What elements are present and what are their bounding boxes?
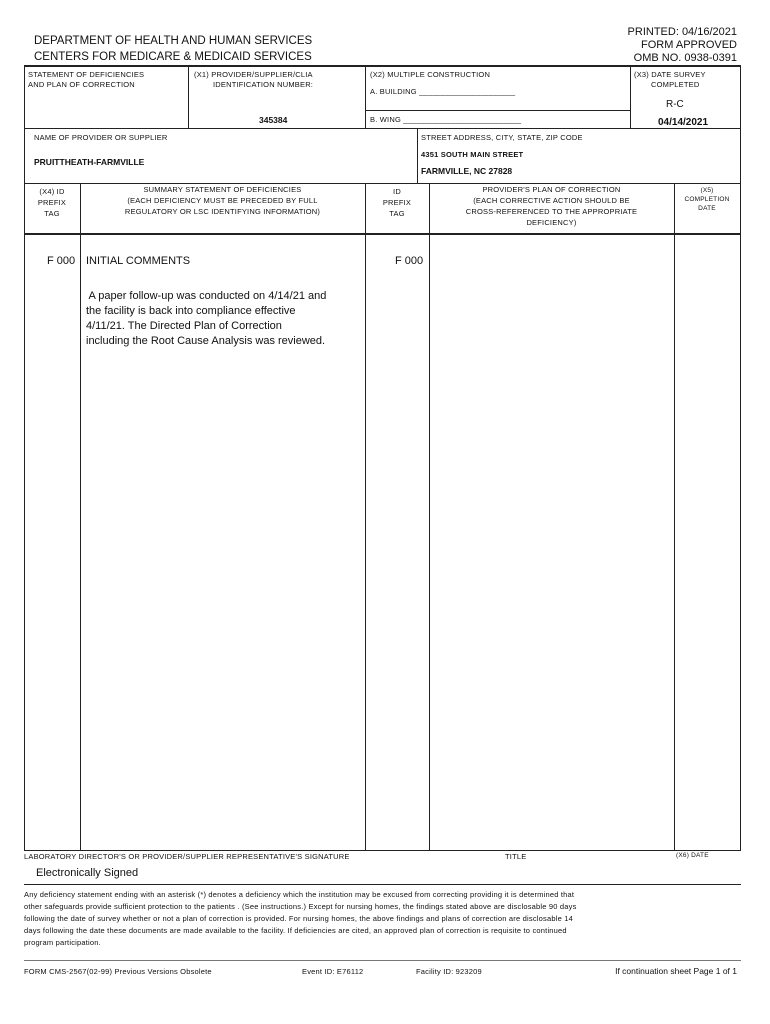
x4-label: (X4) ID [39,187,65,196]
survey-date: 04/14/2021 [658,117,709,128]
provider-id-number: 345384 [259,115,288,125]
city-state-zip: FARMVILLE, NC 27828 [421,166,513,176]
wing-field: B. WING ___________________________ [370,115,522,124]
form-approved: FORM APPROVED [641,39,737,51]
disclaimer-line-1: Any deficiency statement ending with an asterisk (*) denotes a deficiency which the institution may be excused from correcting providing it is determined that [24,890,575,899]
statement-label: STATEMENT OF DEFICIENCIES [28,70,145,79]
signature-date-label: (X6) DATE [676,852,709,859]
disclaimer-line-4: days following the date these documents are made available to the facility. If deficiencies are cited, an approved plan of correction is requisite to continued [24,926,567,935]
electronic-signature: Electronically Signed [36,867,139,879]
provider-name: PRUITTHEATH-FARMVILLE [34,157,145,167]
x1-label: (X1) PROVIDER/SUPPLIER/CLIA [194,70,313,79]
plan-header: PROVIDER'S PLAN OF CORRECTION [482,185,621,194]
street-address: 4351 SOUTH MAIN STREET [421,150,524,159]
agency-title: CENTERS FOR MEDICARE & MEDICAID SERVICES [34,51,312,63]
x2-label: (X2) MULTIPLE CONSTRUCTION [370,70,491,79]
id-prefix-header: ID [393,187,401,196]
continuation-page: If continuation sheet Page 1 of 1 [615,966,737,976]
form-number: FORM CMS-2567(02-99) Previous Versions Obsolete [24,967,212,976]
plan-tag: F 000 [395,255,424,267]
printed-date: PRINTED: 04/16/2021 [627,26,737,38]
form-top-border [24,65,741,67]
signature-label: LABORATORY DIRECTOR'S OR PROVIDER/SUPPLIER REPRESENTATIVE'S SIGNATURE [24,852,350,861]
summary-line-1: A paper follow-up was conducted on 4/14/21 and [86,290,327,302]
building-field: A. BUILDING ______________________ [370,87,516,96]
omb-number: OMB NO. 0938-0391 [633,52,737,64]
disclaimer-line-5: program participation. [24,938,101,947]
provider-name-label: NAME OF PROVIDER OR SUPPLIER [34,133,168,142]
entry-title: INITIAL COMMENTS [86,255,191,267]
summary-line-3: 4/11/21. The Directed Plan of Correction [86,320,282,332]
survey-code: R-C [666,99,684,110]
title-label: TITLE [505,852,527,861]
x3-label-2: COMPLETED [651,80,700,89]
completion-header: (X5) [700,187,714,194]
disclaimer-line-3: following the date of survey whether or not a plan of correction is provided. For nursing homes, the above findings and plans of correction are disclosable 14 [24,914,573,923]
facility-id: Facility ID: 923209 [416,967,482,976]
address-label: STREET ADDRESS, CITY, STATE, ZIP CODE [421,133,583,142]
disclaimer-line-2: other safeguards provide sufficient protection to the patients . (See instructions.) Except for nursing homes, the findings stated above are disclosable 90 days [24,902,577,911]
event-id: Event ID: E76112 [302,967,364,976]
x1-label-2: IDENTIFICATION NUMBER: [213,80,314,89]
summary-header: SUMMARY STATEMENT OF DEFICIENCIES [143,185,302,194]
summary-line-2: the facility is back into compliance effective [86,305,296,317]
deficiency-tag: F 000 [47,255,76,267]
summary-line-4: including the Root Cause Analysis was reviewed. [86,335,326,347]
table-bottom-border [24,850,741,851]
x3-label: (X3) DATE SURVEY [634,70,706,79]
statement-label-2: AND PLAN OF CORRECTION [28,80,135,89]
department-title: DEPARTMENT OF HEALTH AND HUMAN SERVICES [34,35,313,47]
